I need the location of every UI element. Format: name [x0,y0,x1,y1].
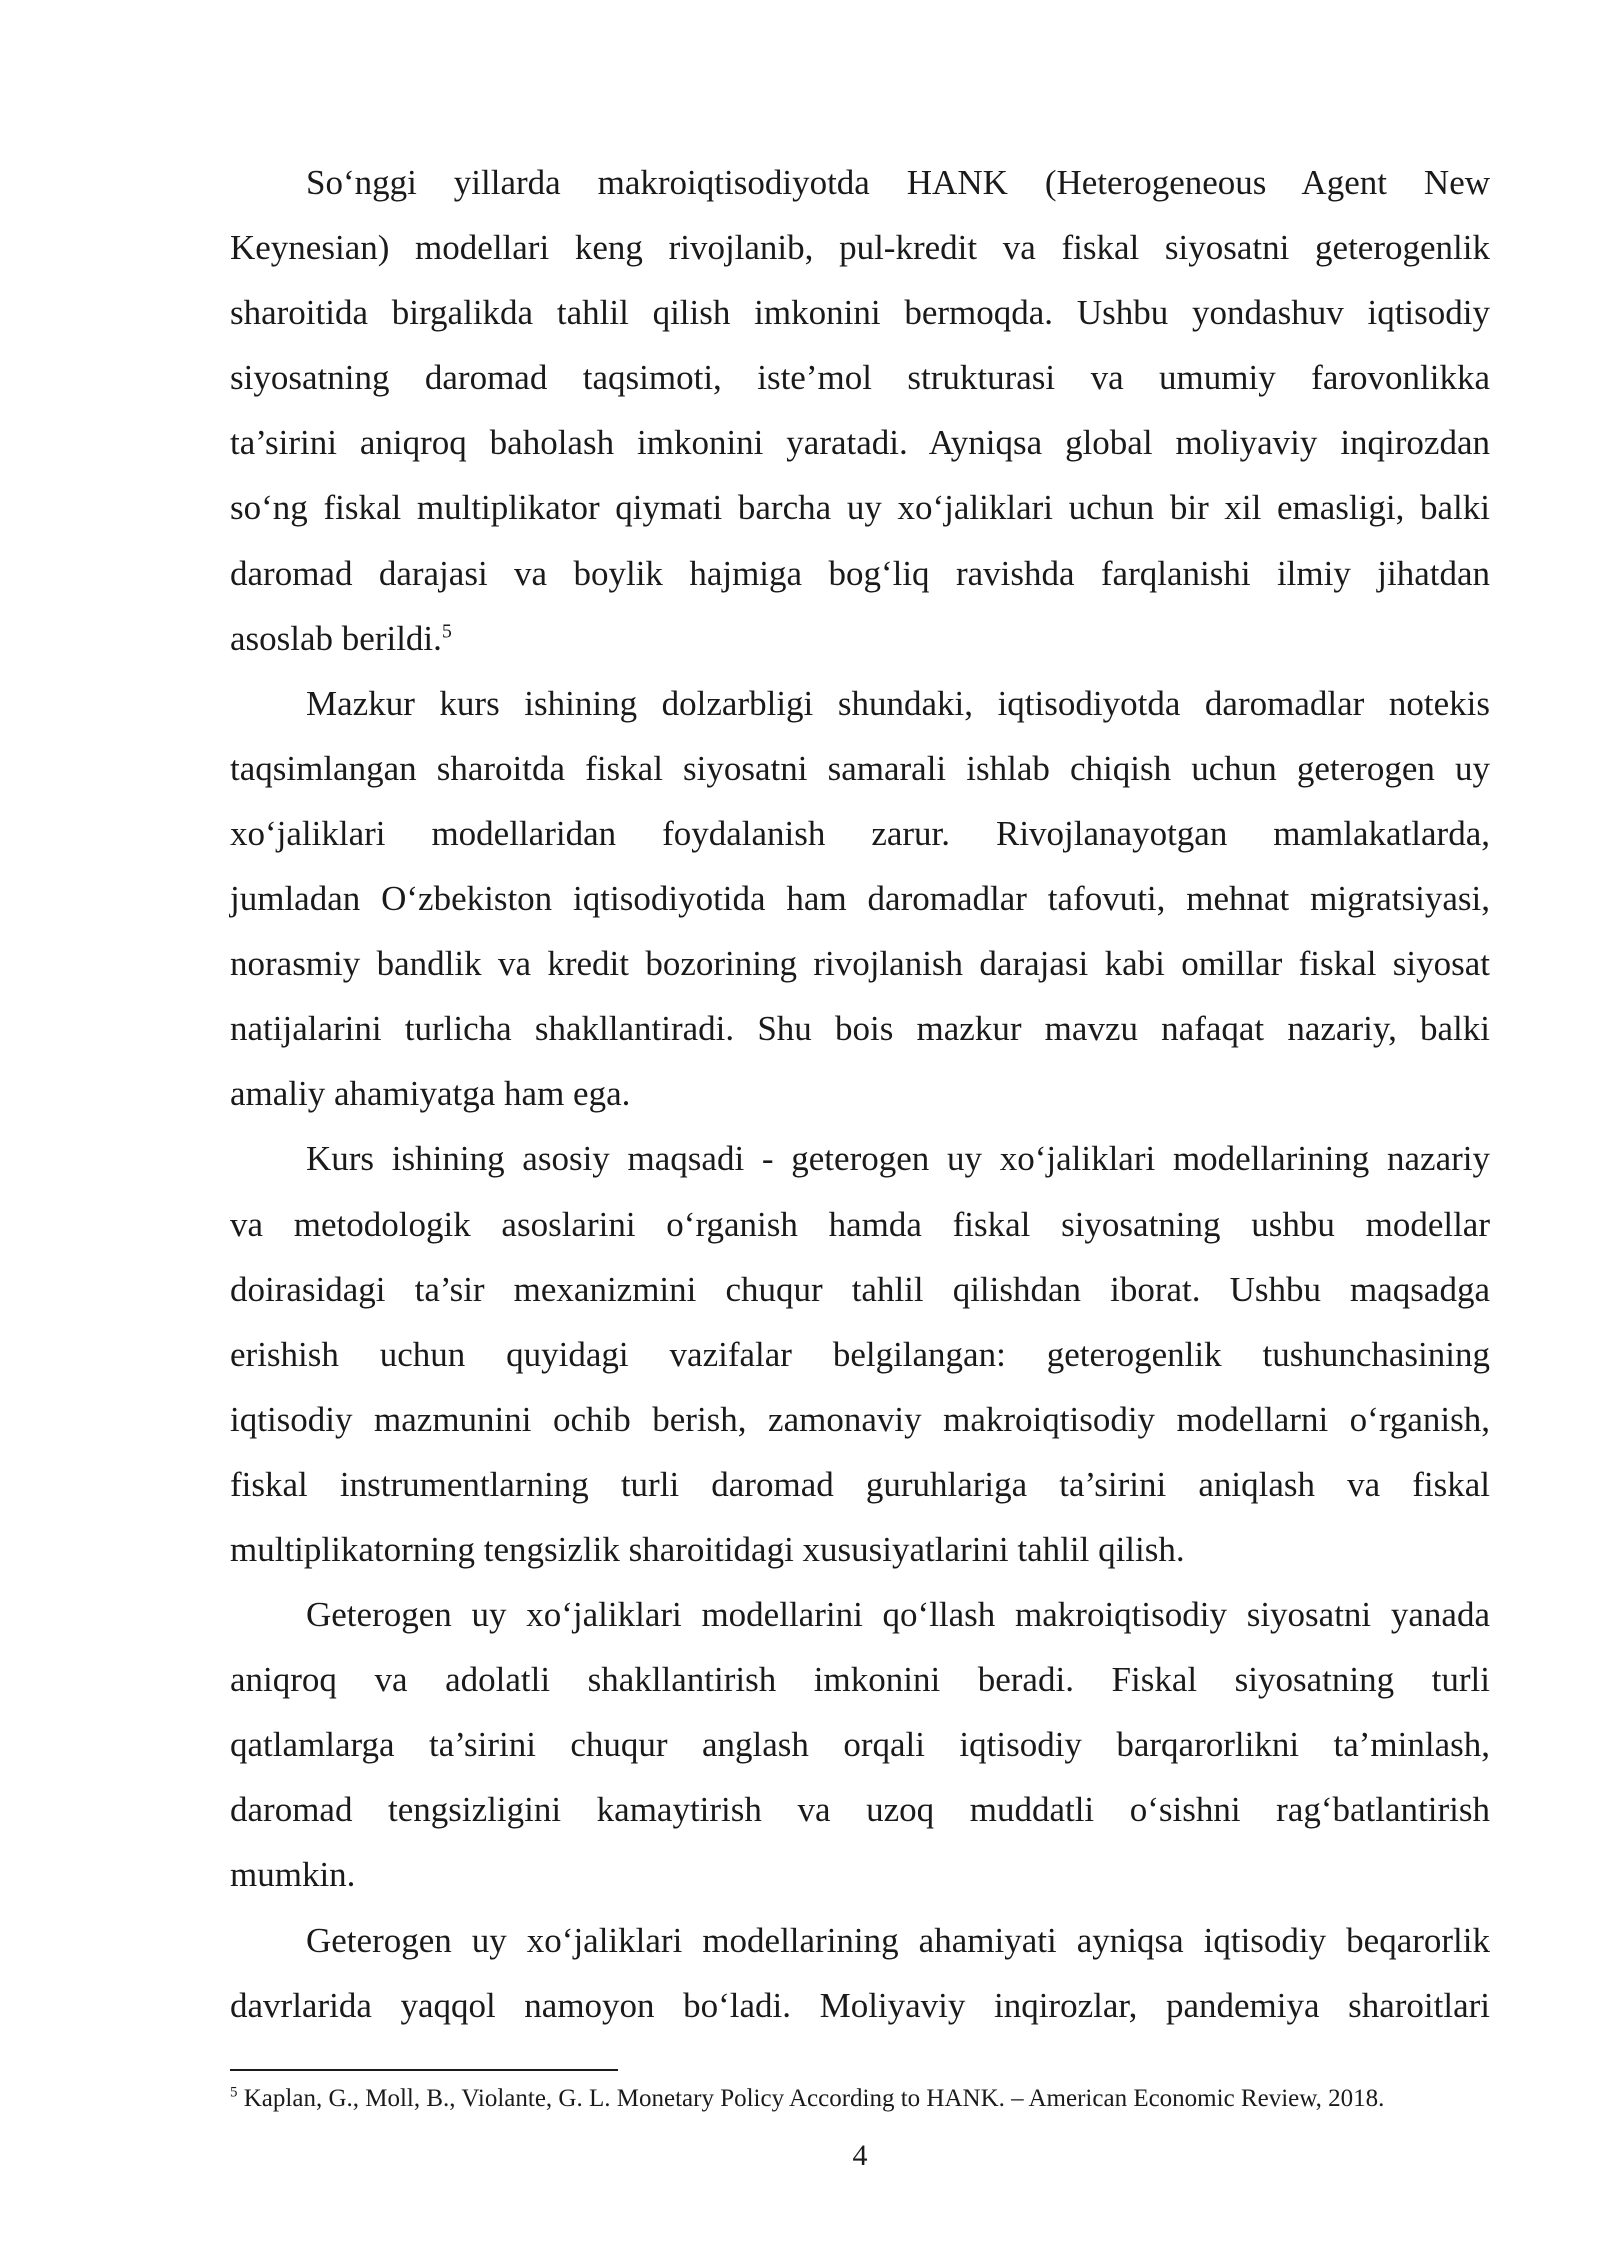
footnote-mark: 5 [230,2084,238,2101]
text-line: iqtisodiy mazmunini ochib berish, zamonaviy makroiqtisodiy modellarni o‘rganish, [230,1399,1490,1439]
text-line: jumladan O‘zbekiston iqtisodiyotida ham daromadlar tafovuti, mehnat migratsiyasi, [230,879,1490,919]
text-line: mumkin. [230,1855,356,1895]
text-line-content: asoslab berildi. [230,618,442,658]
text-line: norasmiy bandlik va kredit bozorining rivojlanish darajasi kabi omillar fiskal siyosat [230,944,1490,984]
paragraph [230,1126,1490,1582]
text-line: doirasidagi ta’sir mexanizmini chuqur tahlil qilishdan iborat. Ushbu maqsadga [230,1269,1490,1309]
text-line: davrlarida yaqqol namoyon bo‘ladi. Moliyaviy inqirozlar, pandemiya sharoitlari [230,1985,1490,2025]
footnote [230,2081,1530,2117]
text-line: daromad darajasi va boylik hajmiga bog‘liq ravishda farqlanishi ilmiy jihatdan [230,553,1490,593]
footnote-reference[interactable]: 5 [441,620,452,642]
text-line: fiskal instrumentlarning turli daromad guruhlariga ta’sirini aniqlash va fiskal [230,1464,1490,1504]
text-line: siyosatning daromad taqsimoti, iste’mol strukturasi va umumiy farovonlikka [230,358,1490,398]
body-text [230,150,1490,2038]
page-number: 4 [852,2139,868,2172]
text-line: va metodologik asoslarini o‘rganish hamda fiskal siyosatning ushbu modellar [230,1204,1490,1244]
text-line: natijalarini turlicha shakllantiradi. Shu bois mazkur mavzu nafaqat nazariy, balki [230,1009,1490,1049]
footnote-separator [230,2069,618,2071]
footnote-text: Kaplan, G., Moll, B., Violante, G. L. Monetary Policy According to HANK. – American Economic Review, 2018. [237,2085,1385,2112]
text-line: qatlamlarga ta’sirini chuqur anglash orqali iqtisodiy barqarorlikni ta’minlash, [230,1725,1490,1765]
text-line: So‘nggi yillarda makroiqtisodiyotda HANK (Heterogeneous Agent New [306,163,1490,202]
text-line: taqsimlangan sharoitda fiskal siyosatni samarali ishlab chiqish uchun geterogen uy [230,748,1490,788]
paragraph [230,671,1490,1127]
text-line: Geterogen uy xo‘jaliklari modellarini qo‘llash makroiqtisodiy siyosatni yanada [306,1595,1490,1635]
text-line: xo‘jaliklari modellaridan foydalanish zarur. Rivojlanayotgan mamlakatlarda, [230,813,1490,853]
paragraph [230,1582,1490,1907]
text-line: Keynesian) modellari keng rivojlanib, pul-kredit va fiskal siyosatni geterogenlik [230,228,1490,268]
text-line: ta’sirini aniqroq baholash imkonini yaratadi. Ayniqsa global moliyaviy inqirozdan [230,423,1490,463]
paragraph [230,1908,1490,2038]
text-line: daromad tengsizligini kamaytirish va uzoq muddatli o‘sishni rag‘batlantirish [230,1790,1490,1830]
text-line: aniqroq va adolatli shakllantirish imkonini beradi. Fiskal siyosatning turli [230,1660,1490,1700]
text-line: Mazkur kurs ishining dolzarbligi shundaki, iqtisodiyotda daromadlar notekis [306,683,1490,723]
text-line: multiplikatorning tengsizlik sharoitidagi xususiyatlarini tahlil qilish. [230,1529,1185,1569]
text-line: Geterogen uy xo‘jaliklari modellarining ahamiyati ayniqsa iqtisodiy beqarorlik [306,1920,1490,1960]
text-line [230,606,1490,671]
text-line: sharoitida birgalikda tahlil qilish imkonini bermoqda. Ushbu yondashuv iqtisodiy [230,293,1490,333]
text-line: so‘ng fiskal multiplikator qiymati barcha uy xo‘jaliklari uchun bir xil emasligi, balki [230,488,1490,528]
paragraph [230,150,1490,671]
text-line: amaliy ahamiyatga ham ega. [230,1074,631,1114]
text-line: erishish uchun quyidagi vazifalar belgilangan: geterogenlik tushunchasining [230,1334,1490,1374]
text-line: Kurs ishining asosiy maqsadi - geterogen uy xo‘jaliklari modellarining nazariy [306,1139,1490,1179]
